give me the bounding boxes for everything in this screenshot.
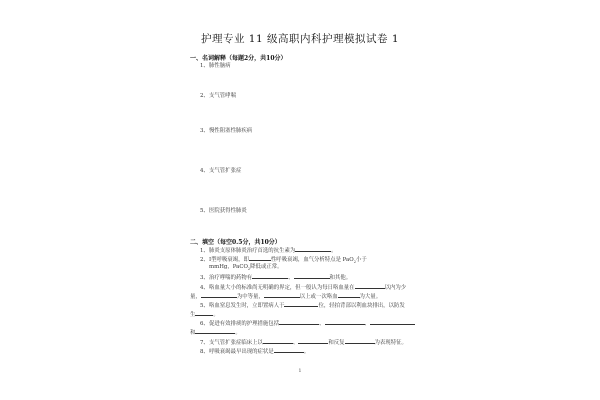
question-text: 和 [190,330,196,336]
answer-blank[interactable] [345,338,375,344]
item-text: 支气管扩张症 [209,168,242,174]
question-text: mmHg，PaCO [209,264,248,270]
question-text: 、 [292,340,299,346]
question-number: 1、 [200,248,209,254]
question-text: 呼吸衰竭最早出现的症状是 [209,349,274,355]
question-text: 和反复 [328,340,345,346]
answer-blank[interactable] [264,292,300,298]
question-text: 。 [303,349,310,355]
item-number: 3、 [200,128,209,134]
item-number: 1、 [200,63,209,69]
question-text: 咯血量大小的标准尚无明确的界定，但一般认为每日咯血量在 [209,285,355,291]
answer-blank[interactable] [263,338,293,344]
question-text: 以内为少 [384,285,407,291]
question-text: 支气管扩张症临床上以 [209,340,263,346]
answer-blank[interactable] [294,273,330,279]
fill-question [200,283,406,292]
answer-blank[interactable] [195,310,213,316]
fill-question-continued [190,328,241,337]
question-number: 5、 [200,303,209,309]
item-text: 支气管哮喘 [209,93,236,99]
answer-blank[interactable] [284,301,318,307]
question-text: 和其他。 [329,275,352,281]
fill-question [200,347,309,356]
question-number: 4、 [200,285,209,291]
term-item [200,208,247,215]
answer-blank[interactable] [201,292,237,298]
question-text: 为表现特征。 [374,340,407,346]
item-number: 5、 [200,208,209,214]
question-text: 。 [213,312,219,318]
fill-question [200,319,415,328]
answer-blank[interactable] [249,255,271,261]
item-text: 肺性脑病 [209,63,231,69]
fill-question-continued [209,264,283,273]
question-text: 为大量。 [359,294,382,300]
question-text: 咯血窒息发生时，立即置病人于 [209,303,285,309]
question-text: 小于 [355,257,367,263]
question-text: 治疗哮喘的药物有 [209,275,253,281]
page-number: 1 [298,368,302,374]
answer-blank[interactable] [370,319,415,325]
term-item [200,168,241,175]
answer-blank[interactable] [338,292,360,298]
answer-blank[interactable] [325,319,365,325]
answer-blank[interactable] [295,246,331,252]
answer-blank[interactable] [195,328,235,334]
answer-blank[interactable] [355,283,385,289]
question-text: Ⅰ型呼吸衰竭，即 [209,257,249,263]
question-number: 8、 [200,349,209,355]
answer-blank[interactable] [274,347,304,353]
question-number: 3、 [200,275,209,281]
question-text: 生 [190,312,196,318]
term-item [200,93,236,100]
question-text: 肺炎支原体肺炎治疗首选的抗生素为 [209,248,296,254]
answer-blank[interactable] [279,319,319,325]
item-number: 2、 [200,93,209,99]
question-text: 以上或一次咯血 [299,294,338,300]
fill-question [200,338,407,347]
answer-blank[interactable] [252,273,288,279]
fill-question-continued [190,292,381,301]
term-item [200,63,231,70]
section-1-heading: 一、名词解释（每题2分，共10分） [190,55,287,62]
item-number: 4、 [200,168,209,174]
question-number: 6、 [200,321,209,327]
fill-question-continued [190,310,219,319]
subscript: 2 [247,267,251,272]
question-text: 。 [235,330,241,336]
question-text: 、 [364,321,370,327]
question-text: 。 [331,248,337,254]
fill-question [200,246,337,255]
question-text: 性呼吸衰竭，血气分析特点是 PaO [270,257,354,263]
question-text: 、 [319,321,325,327]
question-number: 7、 [200,340,209,346]
question-text: 促进有效排痰的护理措施包括 [209,321,280,327]
answer-blank[interactable] [298,338,328,344]
question-text: 量， [190,294,201,300]
question-number: 2、 [200,257,209,263]
item-text: 医院获得性肺炎 [209,208,247,214]
subscript: 2 [353,260,356,265]
question-text: 位，轻拍背部以利血块排出，以防发 [318,303,405,309]
question-text: 降低或正常。 [250,264,283,270]
fill-question [200,273,351,282]
fill-question [200,301,405,310]
item-text: 慢性阻塞性肺疾病 [209,128,253,134]
question-text: 为中等量， [236,294,264,300]
term-item [200,128,252,135]
exam-title: 护理专业 11 级高职内科护理模拟试卷 1 [200,33,400,45]
question-text: 、 [288,275,294,281]
section-2-heading: 二、填空（每空0.5分，共10分） [190,239,281,246]
